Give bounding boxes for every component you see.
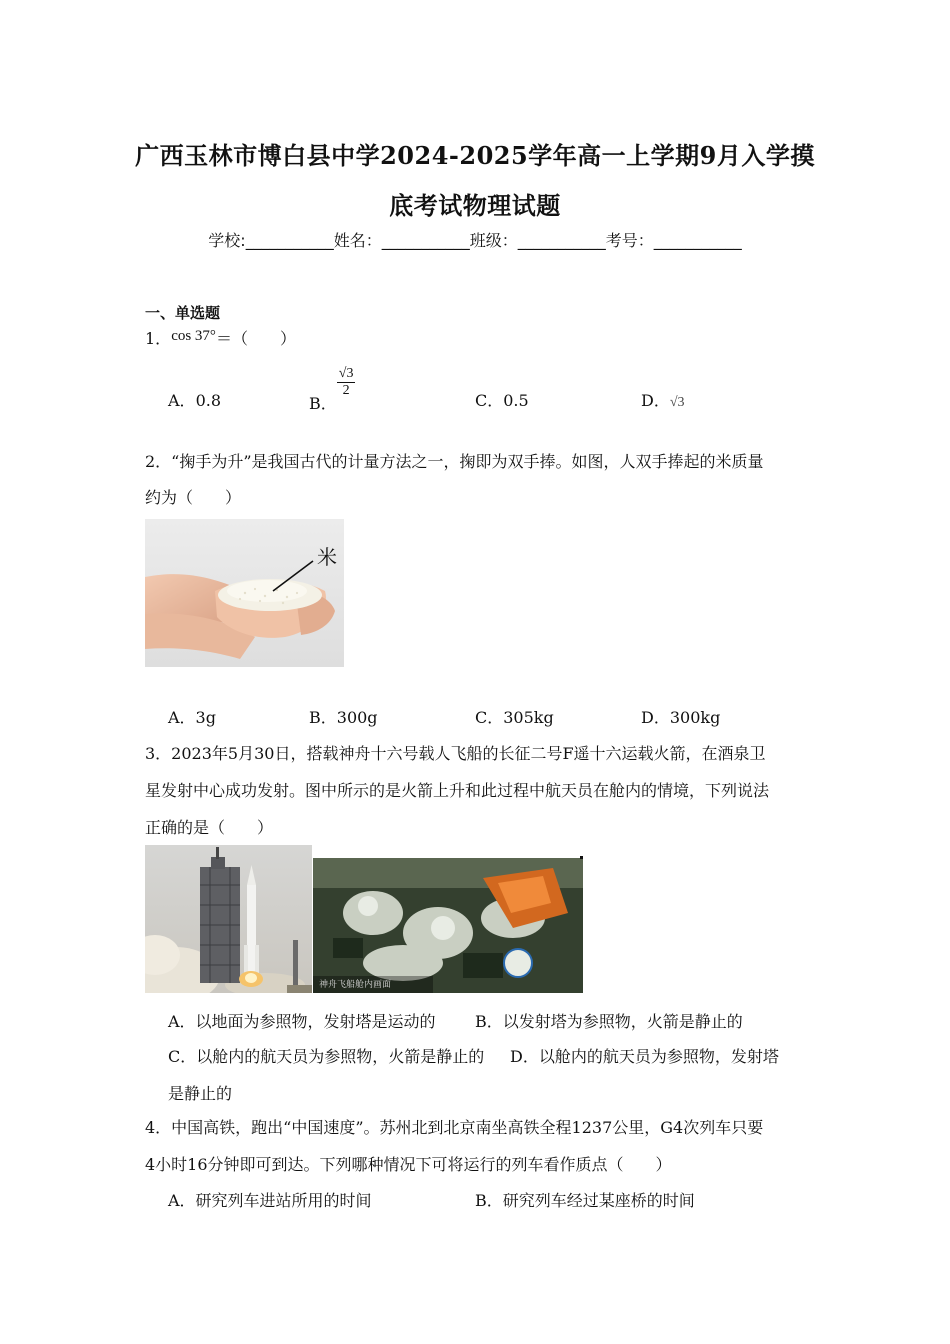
q1-option-d[interactable] <box>641 388 685 411</box>
q3-option-a[interactable]: A．以地面为参照物，发射塔是运动的 <box>168 1012 436 1031</box>
q2-option-b[interactable]: B．300g <box>309 708 378 727</box>
rice-hands-image <box>145 519 344 667</box>
q4-option-b[interactable]: B．研究列车经过某座桥的时间 <box>475 1191 695 1210</box>
q1-option-d-value: √3 <box>669 395 685 410</box>
q1-option-c-label: C． <box>475 391 504 410</box>
q3-option-d[interactable]: D．以舱内的航天员为参照物，发射塔 <box>510 1047 779 1066</box>
question-4-line-1: 4．中国高铁，跑出“中国速度”。苏州北到北京南坐高铁全程1237公里，G4次列车只要 <box>145 1118 764 1137</box>
q1-number: 1． <box>145 329 172 348</box>
q2-option-d[interactable]: D．300kg <box>641 708 721 727</box>
question-3-line-3: 正确的是（ ） <box>145 818 274 837</box>
q2-option-c[interactable]: C．305kg <box>475 708 554 727</box>
astronaut-cabin-image <box>313 858 583 993</box>
q1-expression: cos 37° <box>171 328 216 344</box>
q4-option-a[interactable]: A．研究列车进站所用的时间 <box>168 1191 372 1210</box>
question-3-line-2: 星发射中心成功发射。图中所示的是火箭上升和此过程中航天员在舱内的情境，下列说法 <box>145 781 770 800</box>
image-corner-mark <box>580 856 583 859</box>
title-line-1: 广西玉林市博白县中学2024-2025学年高一上学期9月入学摸 <box>135 141 815 170</box>
question-2-line-2: 约为（ ） <box>145 488 242 507</box>
q3-option-d-continued: 是静止的 <box>168 1084 233 1103</box>
q3-option-c[interactable]: C．以舱内的航天员为参照物，火箭是静止的 <box>168 1047 485 1066</box>
q3-option-b[interactable]: B．以发射塔为参照物，火箭是静止的 <box>475 1012 743 1031</box>
cabin-caption: 神舟飞船舱内画面 <box>319 980 392 990</box>
question-3-line-1: 3．2023年5月30日，搭载神舟十六号载人飞船的长征二号F遥十六运载火箭，在酒泉卫 <box>145 744 766 763</box>
rice-label: 米 <box>317 545 337 569</box>
q1-option-b-label: B． <box>309 394 337 414</box>
q1-option-b-fraction <box>337 366 356 399</box>
rocket-launch-image <box>145 845 312 993</box>
student-info-line: 学校:___________姓名：___________班级：___________考号：___________ <box>208 231 742 250</box>
q1-option-c-value: 0.5 <box>503 391 529 410</box>
q1-option-d-label: D． <box>641 391 670 410</box>
question-2-line-1: 2．“掬手为升”是我国古代的计量方法之一，掬即为双手捧。如图，人双手捧起的米质量 <box>145 452 764 471</box>
q1-option-a-value: 0.8 <box>195 391 222 410</box>
q1-option-b-denominator: 2 <box>342 383 350 399</box>
q1-option-b-numerator: √3 <box>337 366 356 383</box>
q2-option-a[interactable]: A．3g <box>168 708 216 727</box>
q1-option-c[interactable] <box>475 388 529 411</box>
title-line-2: 底考试物理试题 <box>389 191 561 220</box>
section-heading: 一、单选题 <box>145 304 221 322</box>
q1-option-a-label: A． <box>168 391 196 410</box>
q1-option-a[interactable] <box>168 388 221 411</box>
q1-option-b[interactable] <box>309 366 355 414</box>
question-1 <box>145 326 296 349</box>
q1-tail: ＝（ ） <box>215 329 296 348</box>
question-4-line-2: 4小时16分钟即可到达。下列哪种情况下可将运行的列车看作质点（ ） <box>145 1155 672 1174</box>
